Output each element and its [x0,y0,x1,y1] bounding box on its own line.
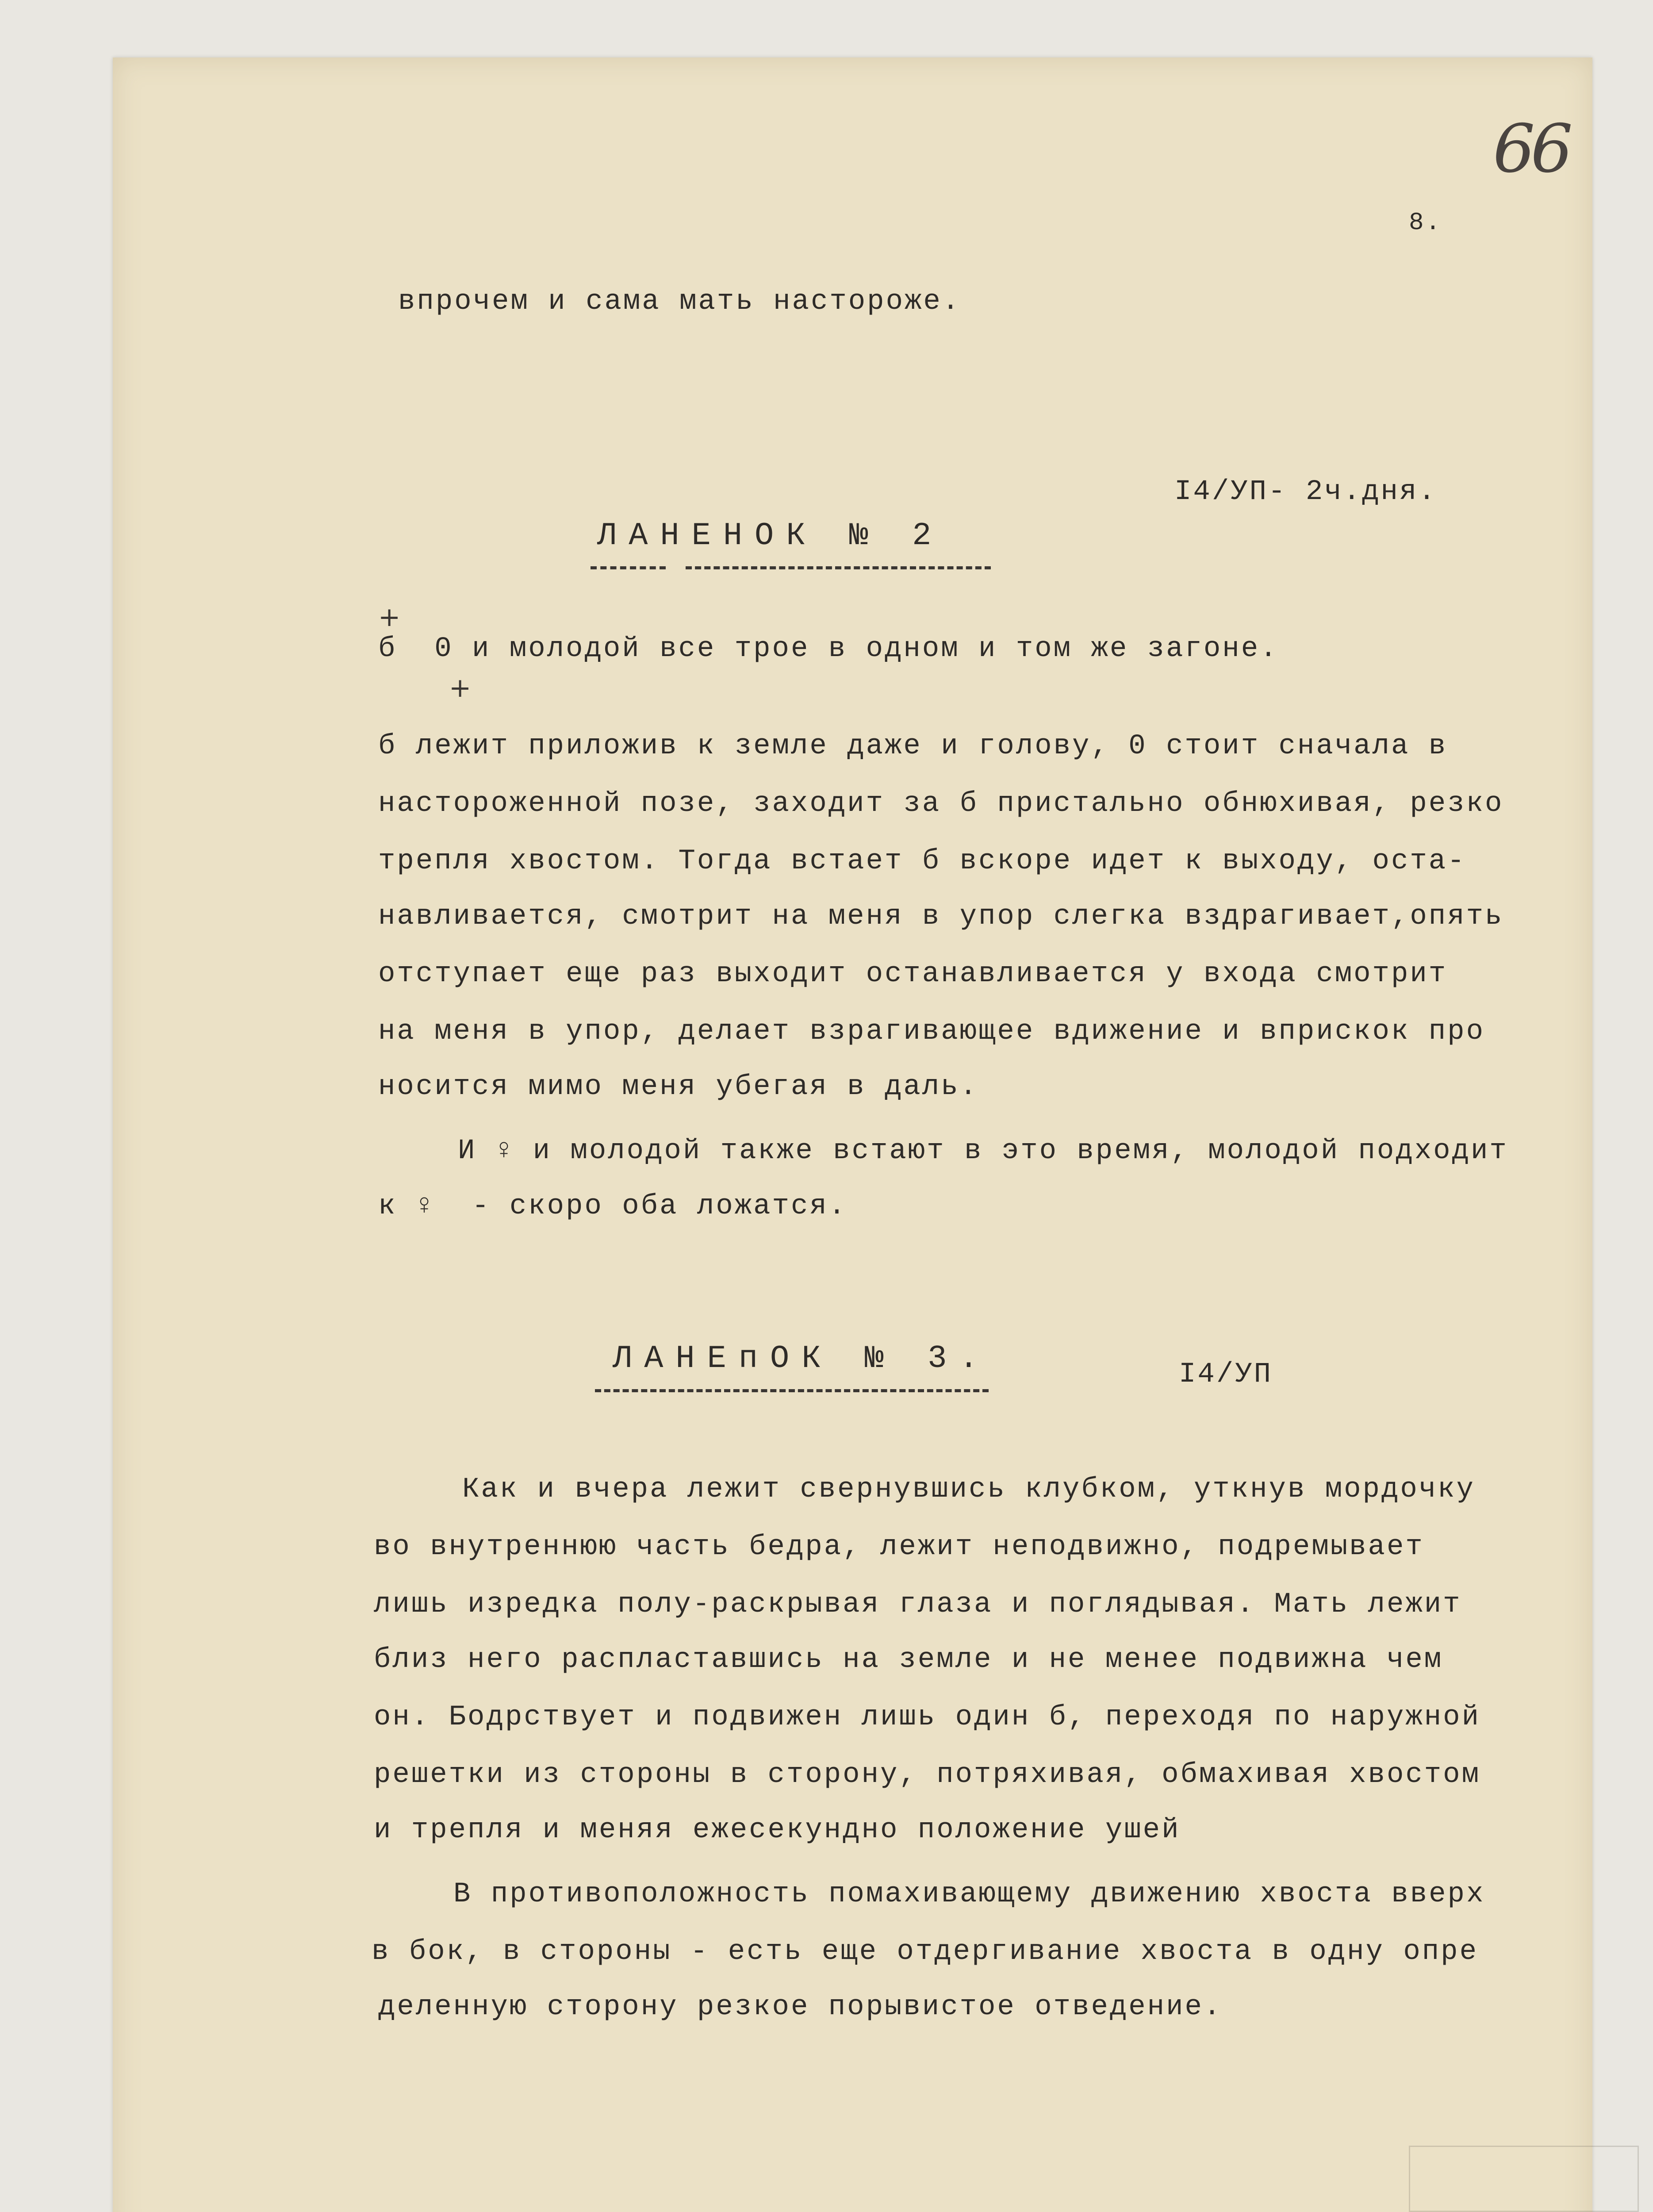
heading-fawn-2: ЛАНЕНОК № 2 [597,518,944,554]
male-symbol-mark: + [378,602,401,633]
paragraph-line: отступает еще раз выходит останавливается у входа смотрит [378,958,1448,990]
paragraph-line: и трепля и меняя ежесекундно положение ушей [374,1814,1181,1846]
paragraph-line: лишь изредка полу-раскрывая глаза и поглядывая. Мать лежит [374,1589,1462,1621]
paragraph-line: Как и вчера лежит свернувшись клубком, уткнув мордочку [462,1474,1475,1505]
paragraph-line: б 0 и молодой все трое в одном и том же загоне. [378,633,1279,665]
paragraph-line: решетки из стороны в сторону, потряхивая, обмахивая хвостом [374,1759,1480,1791]
paragraph-line: б лежит приложив к земле даже и голову, 0 стоит сначала в [378,730,1448,762]
date-line: I4/УП [1179,1359,1273,1390]
paragraph-line: близ него распластавшись на земле и не менее подвижна чем [374,1644,1443,1676]
female-symbol-mark: + [449,672,472,703]
paragraph-line: во внутреннюю часть бедра, лежит неподвижно, подремывает [374,1531,1424,1563]
page-number: 8. [1409,208,1442,237]
paragraph-line: деленную сторону резкое порывистое отведение. [378,1991,1223,2023]
heading-underline [591,566,666,569]
paragraph-line: И ♀ и молодой также встают в это время, молодой подходит [458,1135,1508,1167]
folio-number: 66 [1493,111,1569,188]
intro-line: впрочем и сама мать настороже. [398,286,961,318]
paragraph-line: настороженной позе, заходит за б пристально обнюхивая, резко [378,788,1504,820]
document-page [113,58,1592,2212]
paragraph-line: к ♀ - скоро оба ложатся. [378,1190,848,1222]
heading-underline [686,566,991,569]
paragraph-line: навливается, смотрит на меня в упор слегка вздрагивает,опять [378,901,1504,933]
heading-underline [595,1389,989,1392]
paragraph-line: трепля хвостом. Тогда встает б вскоре идет к выходу, оста- [378,845,1466,877]
paragraph-line: В противоположность помахивающему движению хвоста вверх [453,1878,1485,1910]
paragraph-line: в бок, в стороны - есть еще отдергивание хвоста в одну опре [372,1936,1478,1968]
paragraph-line: носится мимо меня убегая в даль. [378,1071,978,1103]
paragraph-line: на меня в упор, делает взрагивающее вдижение и вприскок про [378,1016,1485,1048]
date-line: I4/УП- 2ч.дня. [1174,476,1437,508]
archive-stamp [1409,2146,1639,2212]
paragraph-line: он. Бодрствует и подвижен лишь один б, переходя по наружной [374,1701,1480,1733]
heading-fawn-3: ЛАНЕпОК № 3. [613,1340,991,1377]
